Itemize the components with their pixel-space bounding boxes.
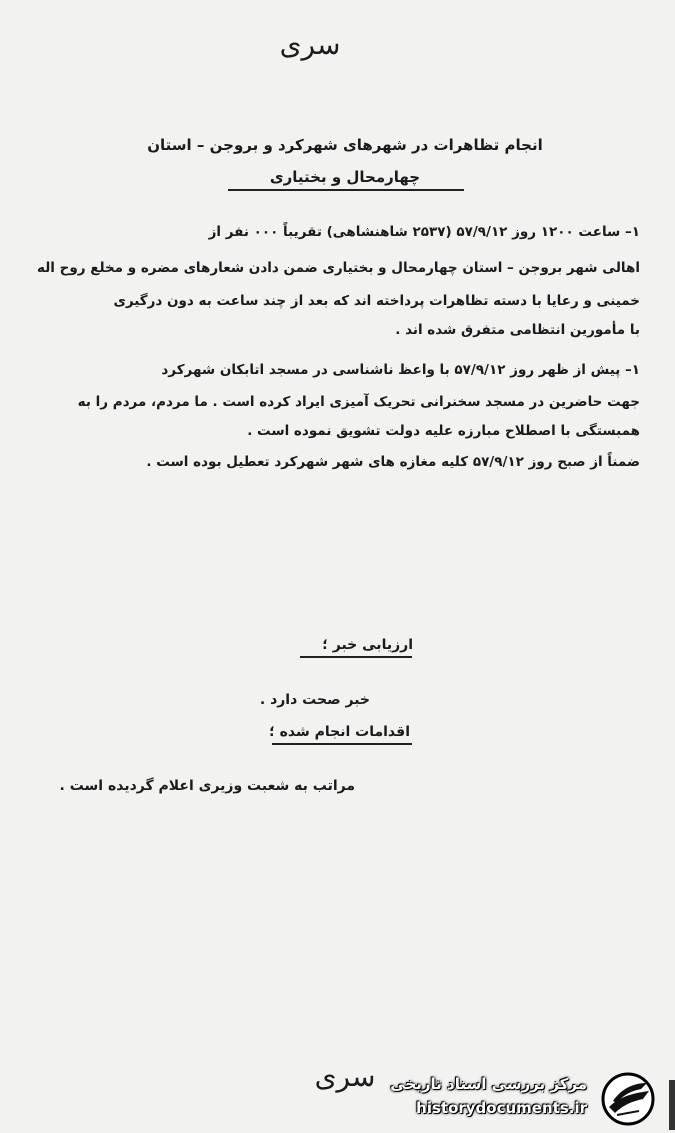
subheading-underline bbox=[228, 189, 464, 191]
document-heading: انجام تظاهرات در شهرهای شهرکرد و بروجن – استان bbox=[147, 136, 543, 154]
paragraph-line: همبستگی با اصطلاح مبارزه علیه دولت تشویق نموده است . bbox=[247, 423, 640, 439]
paragraph-line: ضمناً از صبح روز ۵۷/۹/۱۲ کلیه مغازه های شهر شهرکرد تعطیل بوده است . bbox=[146, 454, 640, 470]
page-edge-mark bbox=[669, 1080, 675, 1130]
book-feather-logo-icon bbox=[599, 1071, 657, 1127]
action-underline bbox=[272, 743, 412, 745]
paragraph-line: ۱– ساعت ۱۲۰۰ روز ۵۷/۹/۱۲ (۲۵۳۷ شاهنشاهی) تقریباً ۰۰۰ نفر از bbox=[208, 224, 640, 240]
paragraph-line: با مأمورین انتظامی متفرق شده اند . bbox=[395, 322, 640, 338]
confirmation-text: خبر صحت دارد . bbox=[259, 692, 370, 708]
action-label: اقدامات انجام شده ؛ bbox=[269, 724, 410, 740]
paragraph-line: جهت حاضرین در مسجد سخنرانی تحریک آمیزی ایراد کرده است . ما مردم، مردم را به bbox=[77, 394, 640, 410]
watermark-name: مرکز بررسی اسناد تاریخی bbox=[390, 1075, 587, 1093]
paragraph-line: اهالی شهر بروجن – استان چهارمحال و بختیاری ضمن دادن شعارهای مضره و مخلع روح اله bbox=[37, 260, 640, 276]
note-text: مراتب به شعبت وزیری اعلام گردیده است . bbox=[59, 778, 355, 794]
watermark-url: historydocuments.ir bbox=[416, 1099, 587, 1117]
watermark bbox=[377, 1069, 667, 1129]
document-subheading: چهارمحال و بختیاری bbox=[269, 168, 421, 186]
classification-top: سری bbox=[279, 28, 341, 61]
paragraph-line: ۱– پیش از ظهر روز ۵۷/۹/۱۲ با واعظ ناشناسی در مسجد اتابکان شهرکرد bbox=[161, 362, 640, 378]
classification-bottom: سری bbox=[314, 1060, 376, 1093]
paragraph-line: خمینی و رعایا با دسته تظاهرات پرداخته اند که بعد از چند ساعت به دون درگیری bbox=[113, 293, 640, 309]
evaluation-underline bbox=[300, 656, 412, 658]
evaluation-label: ارزیابی خبر ؛ bbox=[322, 637, 413, 653]
